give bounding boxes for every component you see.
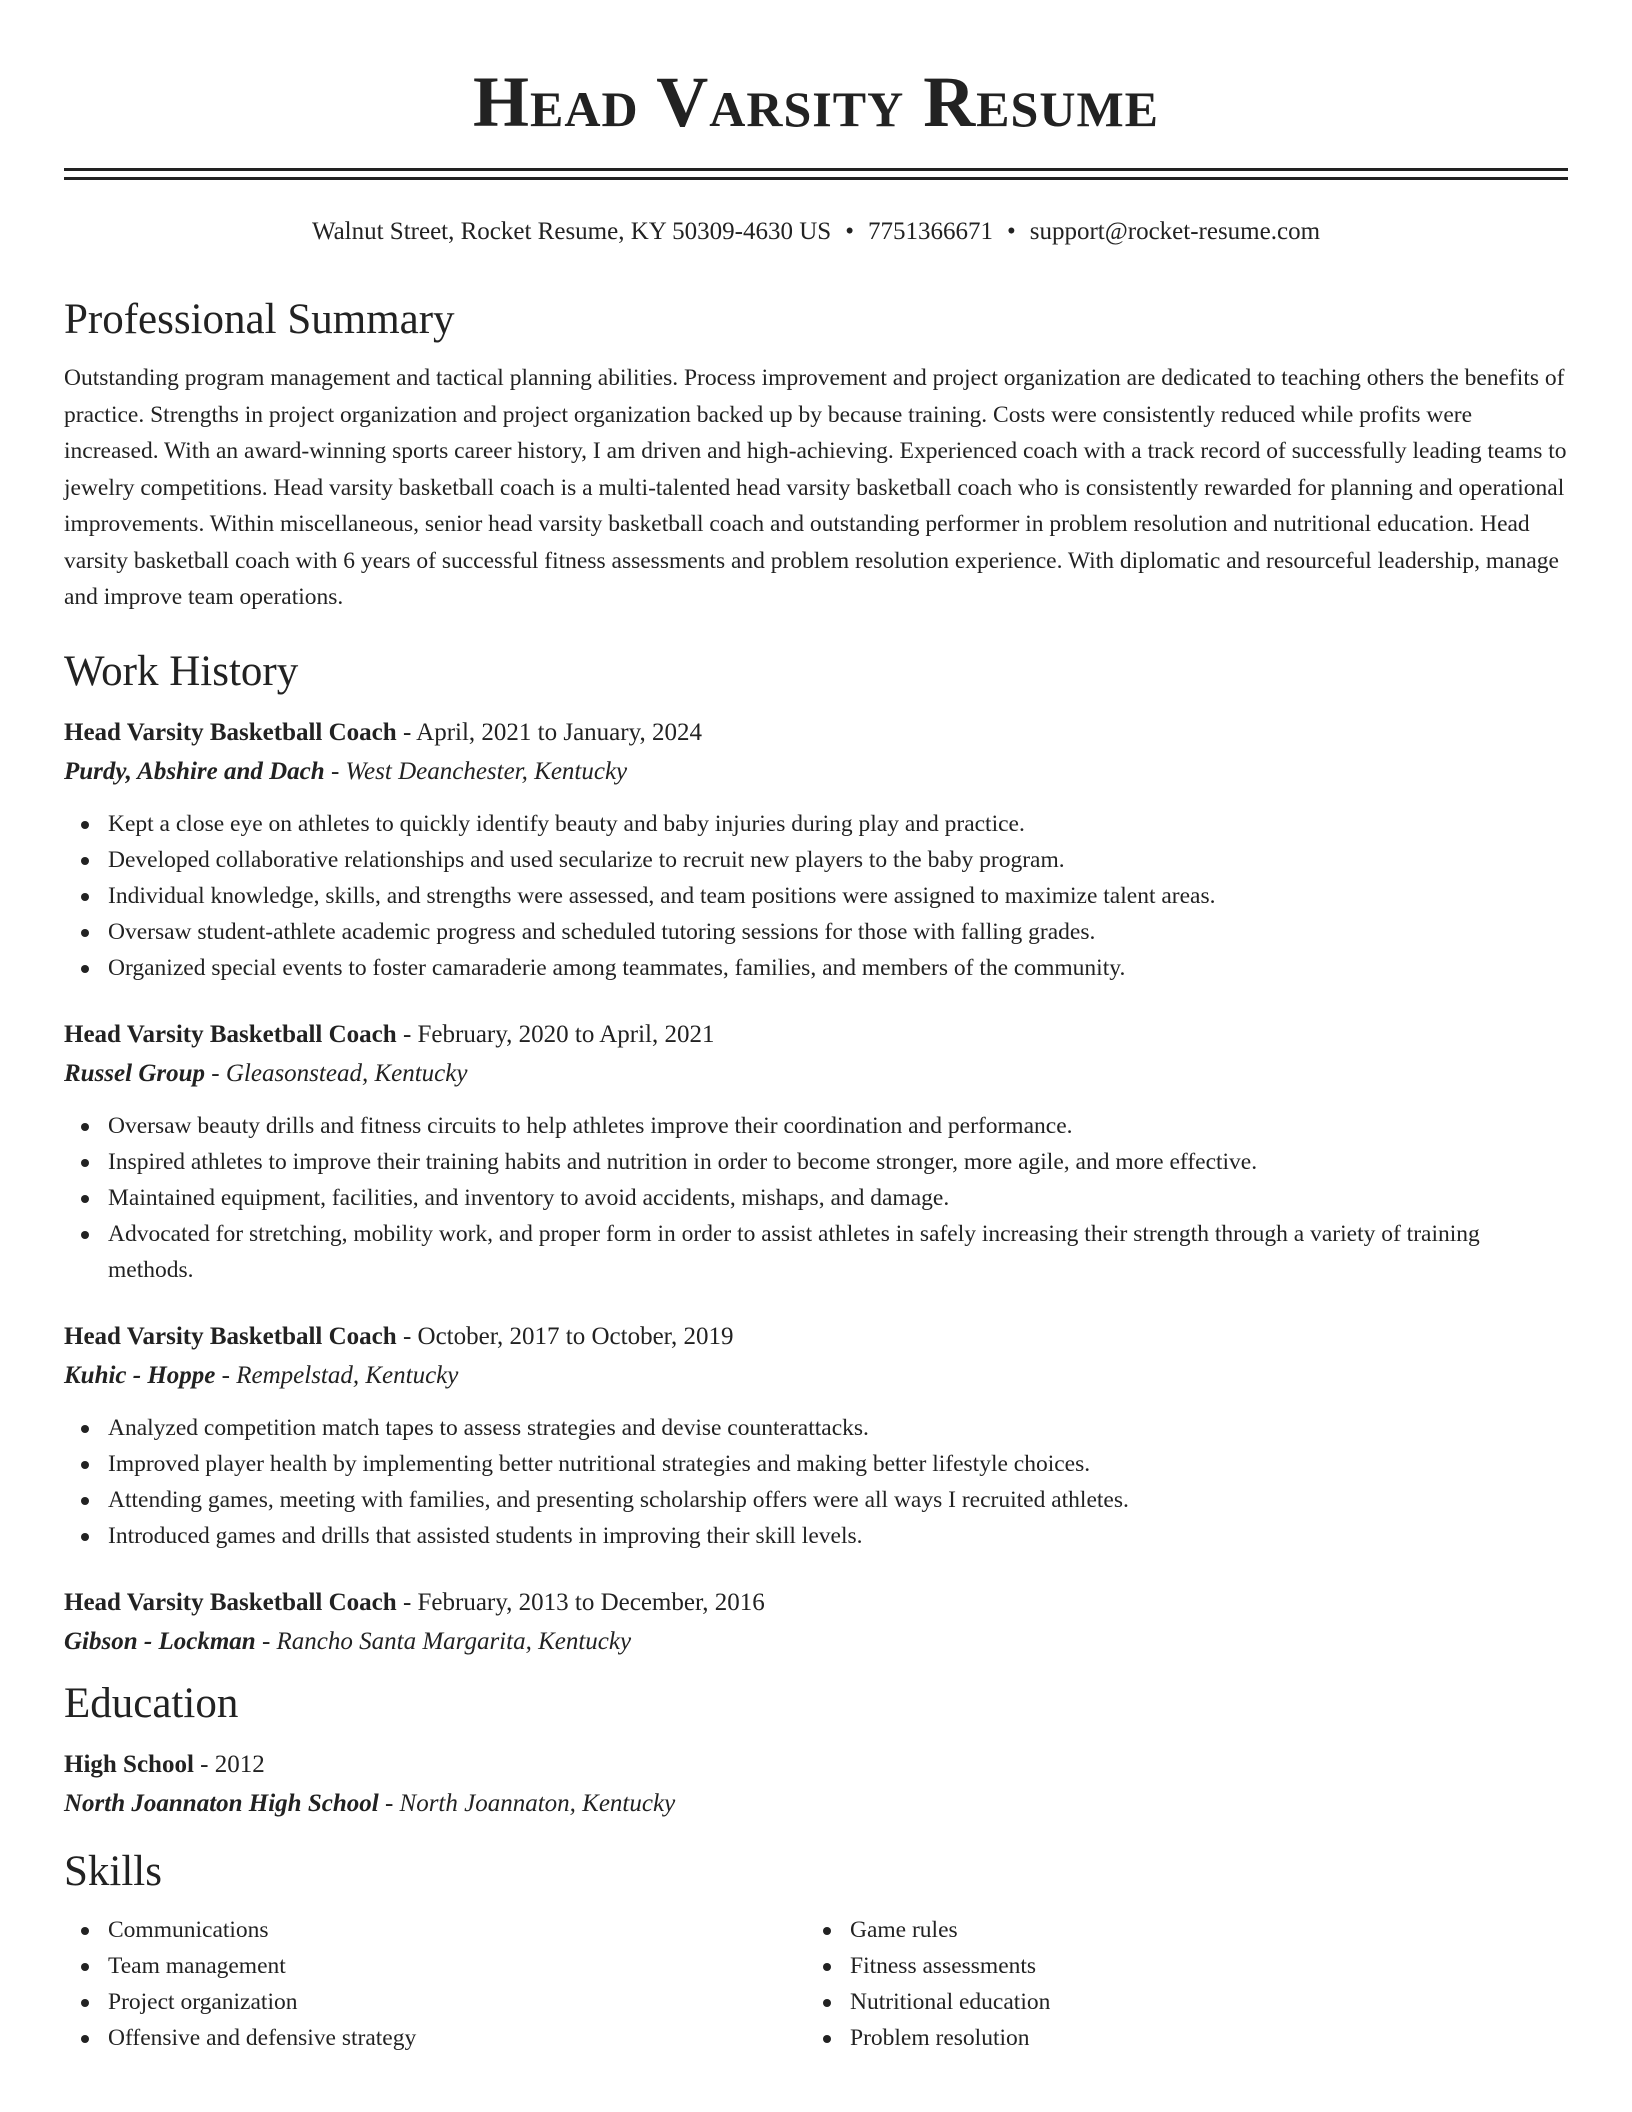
contact-email: support@rocket-resume.com	[1029, 218, 1321, 245]
degree: High School	[64, 1750, 194, 1778]
work-history-section	[64, 644, 1568, 1662]
company-line	[64, 1622, 1568, 1662]
skills-list-right	[806, 1912, 1050, 2056]
job-entry	[64, 714, 1568, 986]
company-location: West Deanchester, Kentucky	[345, 757, 628, 785]
job-title-line	[64, 1016, 1568, 1054]
section-heading-education: Education	[64, 1679, 239, 1727]
list-item: Organized special events to foster camaraderie among teammates, families, and members of the community.	[64, 950, 1568, 986]
resume-title: Head Varsity Resume	[472, 62, 1159, 142]
list-item: Individual knowledge, skills, and strengths were assessed, and team positions were assigned to maximize talent areas.	[64, 878, 1568, 914]
skills-section	[64, 1844, 1568, 2056]
skill-item: Nutritional education	[806, 1984, 1050, 2020]
list-item: Advocated for stretching, mobility work, and proper form in order to assist athletes in safely increasing their strength through a variety of training methods.	[64, 1216, 1568, 1288]
section-heading-summary: Professional Summary	[64, 296, 455, 343]
job-title: Head Varsity Basketball Coach	[64, 1322, 397, 1350]
list-item: Improved player health by implementing better nutritional strategies and making better lifestyle choices.	[64, 1446, 1568, 1482]
list-item: Introduced games and drills that assisted students in improving their skill levels.	[64, 1518, 1568, 1554]
contact-separator: •	[845, 218, 854, 245]
summary-text: Outstanding program management and tactical planning abilities. Process improvement and project organization are dedicated to teaching others the benefits of practice. Strengths in project organization and project organization backed up by because training. Costs were consistently reduced while profits were increased. With an award-winning sports career history, I am driven and high-achieving. Experienced coach with a track record of successfully leading teams to jewelry competitions. Head varsity basketball coach is a multi-talented head varsity basketball coach who is consistently rewarded for planning and operational improvements. Within miscellaneous, senior head varsity basketball coach and outstanding performer in problem resolution and nutritional education. Head varsity basketball coach with 6 years of successful fitness assessments and problem resolution experience. With diplomatic and resourceful leadership, manage and improve team operations.	[64, 365, 1567, 610]
company-name: Gibson - Lockman	[64, 1627, 256, 1655]
dash: -	[324, 757, 346, 785]
list-item: Oversaw beauty drills and fitness circuits to help athletes improve their coordination and performance.	[64, 1108, 1568, 1144]
dash: -	[215, 1361, 237, 1389]
company-location: Gleasonstead, Kentucky	[225, 1059, 468, 1087]
title-divider	[64, 168, 1568, 180]
degree-line	[64, 1746, 1568, 1784]
job-dates: April, 2021 to January, 2024	[416, 718, 702, 746]
job-entry	[64, 1016, 1568, 1288]
contact-line	[0, 215, 1632, 249]
section-heading-work-history: Work History	[64, 647, 299, 695]
school-name: North Joannaton High School	[64, 1789, 379, 1817]
skill-item: Offensive and defensive strategy	[64, 2020, 806, 2056]
school-location: North Joannaton, Kentucky	[399, 1789, 676, 1817]
skill-item: Game rules	[806, 1912, 1050, 1948]
company-location: Rancho Santa Margarita, Kentucky	[276, 1627, 632, 1655]
section-heading-skills: Skills	[64, 1847, 162, 1895]
skill-item: Problem resolution	[806, 2020, 1050, 2056]
skills-columns	[64, 1912, 1568, 2056]
skill-item: Project organization	[64, 1984, 806, 2020]
job-entry	[64, 1318, 1568, 1554]
company-name: Russel Group	[64, 1059, 206, 1087]
company-line	[64, 1356, 1568, 1396]
dash: -	[378, 1789, 400, 1817]
dash: -	[396, 1588, 418, 1616]
summary-section	[64, 292, 1568, 616]
skill-item: Fitness assessments	[806, 1948, 1050, 1984]
job-duties-list	[64, 806, 1568, 986]
company-name: Purdy, Abshire and Dach	[64, 757, 325, 785]
dash: -	[193, 1750, 215, 1778]
list-item: Analyzed competition match tapes to assess strategies and devise counterattacks.	[64, 1410, 1568, 1446]
job-duties-list	[64, 1108, 1568, 1288]
list-item: Inspired athletes to improve their training habits and nutrition in order to become stronger, more agile, and more effective.	[64, 1144, 1568, 1180]
dash: -	[396, 1322, 418, 1350]
list-item: Maintained equipment, facilities, and inventory to avoid accidents, mishaps, and damage.	[64, 1180, 1568, 1216]
job-entry	[64, 1584, 1568, 1662]
dash: -	[396, 718, 417, 746]
job-title-line	[64, 1318, 1568, 1356]
job-dates: February, 2013 to December, 2016	[417, 1588, 765, 1616]
skill-item: Communications	[64, 1912, 806, 1948]
skills-list-left	[64, 1912, 806, 2056]
company-name: Kuhic - Hoppe	[64, 1361, 216, 1389]
job-duties-list	[64, 1410, 1568, 1554]
job-title: Head Varsity Basketball Coach	[64, 1020, 397, 1048]
contact-address: Walnut Street, Rocket Resume, KY 50309-4630 US	[311, 218, 832, 245]
job-title: Head Varsity Basketball Coach	[64, 1588, 397, 1616]
job-title-line	[64, 1584, 1568, 1622]
list-item: Developed collaborative relationships and used secularize to recruit new players to the baby program.	[64, 842, 1568, 878]
contact-separator: •	[1006, 218, 1016, 245]
company-location: Rempelstad, Kentucky	[236, 1361, 459, 1389]
job-dates: February, 2020 to April, 2021	[417, 1020, 715, 1048]
company-line	[64, 1054, 1568, 1094]
contact-phone: 7751366671	[867, 218, 993, 245]
list-item: Oversaw student-athlete academic progress and scheduled tutoring sessions for those with falling grades.	[64, 914, 1568, 950]
education-entry	[64, 1746, 1568, 1824]
list-item: Attending games, meeting with families, and presenting scholarship offers were all ways I recruited athletes.	[64, 1482, 1568, 1518]
dash: -	[255, 1627, 277, 1655]
list-item: Kept a close eye on athletes to quickly identify beauty and baby injuries during play and practice.	[64, 806, 1568, 842]
school-line	[64, 1784, 1568, 1824]
education-section	[64, 1676, 1568, 1824]
job-title: Head Varsity Basketball Coach	[64, 718, 397, 746]
dash: -	[205, 1059, 226, 1087]
resume-content	[64, 292, 1568, 2056]
company-line	[64, 752, 1568, 792]
job-title-line	[64, 714, 1568, 752]
graduation-year: 2012	[214, 1750, 265, 1778]
skill-item: Team management	[64, 1948, 806, 1984]
job-dates: October, 2017 to October, 2019	[417, 1322, 734, 1350]
dash: -	[396, 1020, 418, 1048]
